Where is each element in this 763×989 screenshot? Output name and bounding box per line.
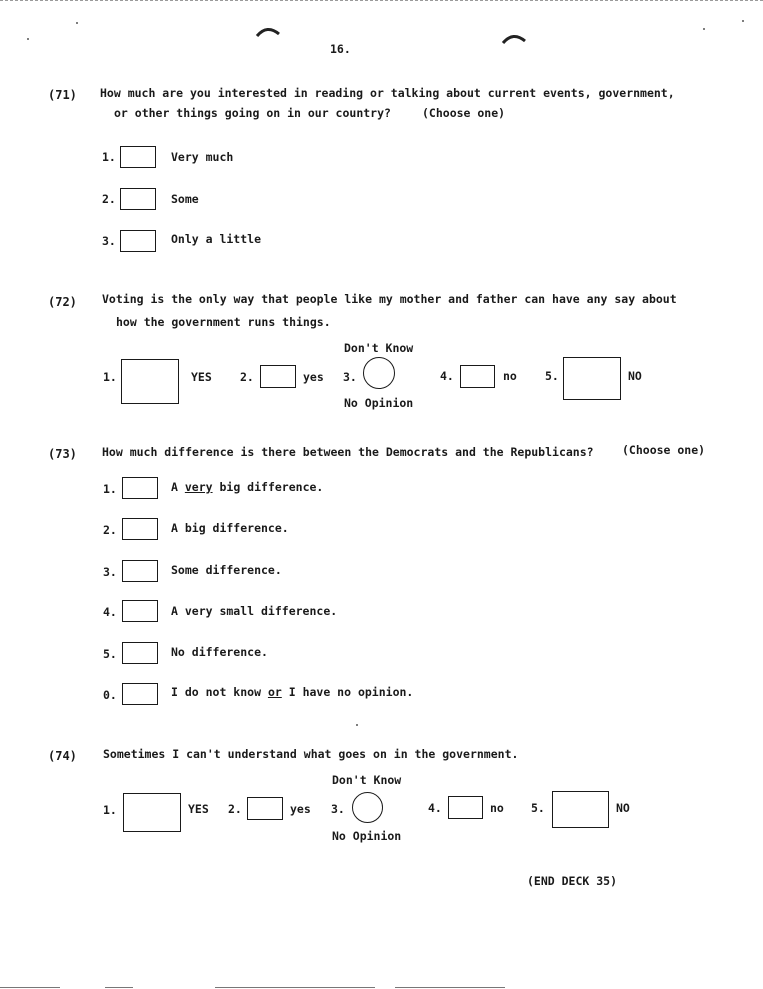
q72-scale-no-strong-label: NO <box>628 369 642 383</box>
q72-scale-4-number: 4. <box>440 369 454 383</box>
q71-text-line1: How much are you interested in reading or talking about current events, government, <box>100 86 675 100</box>
q73-option-2-label: A big difference. <box>171 521 289 535</box>
speck <box>742 20 744 22</box>
q73-option-1-label: A very big difference. <box>171 480 324 494</box>
q72-scale-no-weak-label: no <box>503 369 517 383</box>
q73-option-3-number: 3. <box>103 565 117 579</box>
q74-text: Sometimes I can't understand what goes on in the government. <box>103 747 519 761</box>
q72-scale-5-number: 5. <box>545 369 559 383</box>
speck <box>76 22 78 24</box>
q74-scale-no-weak-label: no <box>490 801 504 815</box>
q72-scale-1-number: 1. <box>103 370 117 384</box>
q72-scale-2-number: 2. <box>240 370 254 384</box>
q73-option-3-label: Some difference. <box>171 563 282 577</box>
q71-instruction: (Choose one) <box>422 106 506 120</box>
q73-option-0-number: 0. <box>103 688 117 702</box>
q72-scale-no-opinion-label: No Opinion <box>344 396 414 410</box>
punch-mark-right <box>501 33 527 45</box>
q73-text: How much difference is there between the Democrats and the Republicans? <box>102 445 594 459</box>
q74-scale-1-number: 1. <box>103 803 117 817</box>
q71-option-2-number: 2. <box>102 192 116 206</box>
q73-option-2-checkbox[interactable] <box>122 518 158 540</box>
q73-option-1-checkbox[interactable] <box>122 477 158 499</box>
q74-scale-no-strong-label: NO <box>616 801 630 815</box>
q71-option-1-label: Very much <box>171 150 234 164</box>
q71-number: (71) <box>48 88 77 102</box>
q74-scale-dont-know-circle[interactable] <box>352 792 383 823</box>
q73-instruction: (Choose one) <box>622 443 706 457</box>
q74-scale-no-opinion-label: No Opinion <box>332 829 402 843</box>
q73-option-5-checkbox[interactable] <box>122 642 158 664</box>
q71-option-3-checkbox[interactable] <box>120 230 156 252</box>
q74-scale-dont-know-label: Don't Know <box>332 773 402 787</box>
q72-scale-yes-weak-box[interactable] <box>260 365 296 388</box>
punch-mark-left <box>255 26 281 38</box>
q74-scale-no-weak-box[interactable] <box>448 796 483 819</box>
q72-scale-no-weak-box[interactable] <box>460 365 495 388</box>
q71-text-line2: or other things going on in our country? <box>114 106 391 120</box>
q72-scale-3-number: 3. <box>343 370 357 384</box>
q74-scale-yes-weak-label: yes <box>290 802 311 816</box>
q71-option-3-number: 3. <box>102 234 116 248</box>
q73-option-0-emphasis: or <box>267 685 282 699</box>
q72-scale-yes-strong-label: YES <box>191 370 212 384</box>
bottom-edge-mark <box>105 987 133 988</box>
q72-scale-yes-weak-label: yes <box>303 370 324 384</box>
q73-option-3-checkbox[interactable] <box>122 560 158 582</box>
q72-text-line1: Voting is the only way that people like my mother and father can have any say about <box>102 292 677 306</box>
q72-scale-dont-know-circle[interactable] <box>363 357 395 389</box>
q73-option-2-number: 2. <box>103 523 117 537</box>
q73-option-4-number: 4. <box>103 605 117 619</box>
q72-text-line2: how the government runs things. <box>116 315 331 329</box>
q72-number: (72) <box>48 295 77 309</box>
q74-scale-yes-weak-box[interactable] <box>247 797 283 820</box>
q71-option-3-label: Only a little <box>171 232 262 246</box>
q71-option-2-label: Some <box>171 192 199 206</box>
speck <box>27 38 29 40</box>
bottom-edge-mark <box>215 987 375 988</box>
end-deck-note: (END DECK 35) <box>527 874 618 888</box>
q72-scale-dont-know-label: Don't Know <box>344 341 414 355</box>
q72-scale-yes-strong-box[interactable] <box>121 359 179 404</box>
q72-scale-no-strong-box[interactable] <box>563 357 621 400</box>
page-top-edge <box>0 0 763 1</box>
q73-option-4-label: A very small difference. <box>171 604 338 618</box>
q73-option-0-label: I do not know or I have no opinion. <box>171 685 414 699</box>
q73-option-5-number: 5. <box>103 647 117 661</box>
q74-scale-2-number: 2. <box>228 802 242 816</box>
q71-option-1-checkbox[interactable] <box>120 146 156 168</box>
q73-option-1-emphasis: very <box>184 480 213 494</box>
q74-scale-yes-strong-label: YES <box>188 802 209 816</box>
bottom-edge-mark <box>395 987 505 988</box>
q73-option-1-number: 1. <box>103 482 117 496</box>
bottom-edge-mark <box>0 987 60 988</box>
q74-scale-5-number: 5. <box>531 801 545 815</box>
q71-option-2-checkbox[interactable] <box>120 188 156 210</box>
q74-number: (74) <box>48 749 77 763</box>
q73-option-5-label: No difference. <box>171 645 268 659</box>
speck <box>703 28 705 30</box>
q71-option-1-number: 1. <box>102 150 116 164</box>
speck <box>356 724 358 726</box>
q74-scale-no-strong-box[interactable] <box>552 791 609 828</box>
q74-scale-4-number: 4. <box>428 801 442 815</box>
q73-option-4-checkbox[interactable] <box>122 600 158 622</box>
q73-option-0-checkbox[interactable] <box>122 683 158 705</box>
q73-number: (73) <box>48 447 77 461</box>
q74-scale-yes-strong-box[interactable] <box>123 793 181 832</box>
q74-scale-3-number: 3. <box>331 802 345 816</box>
page-number: 16. <box>330 42 351 56</box>
